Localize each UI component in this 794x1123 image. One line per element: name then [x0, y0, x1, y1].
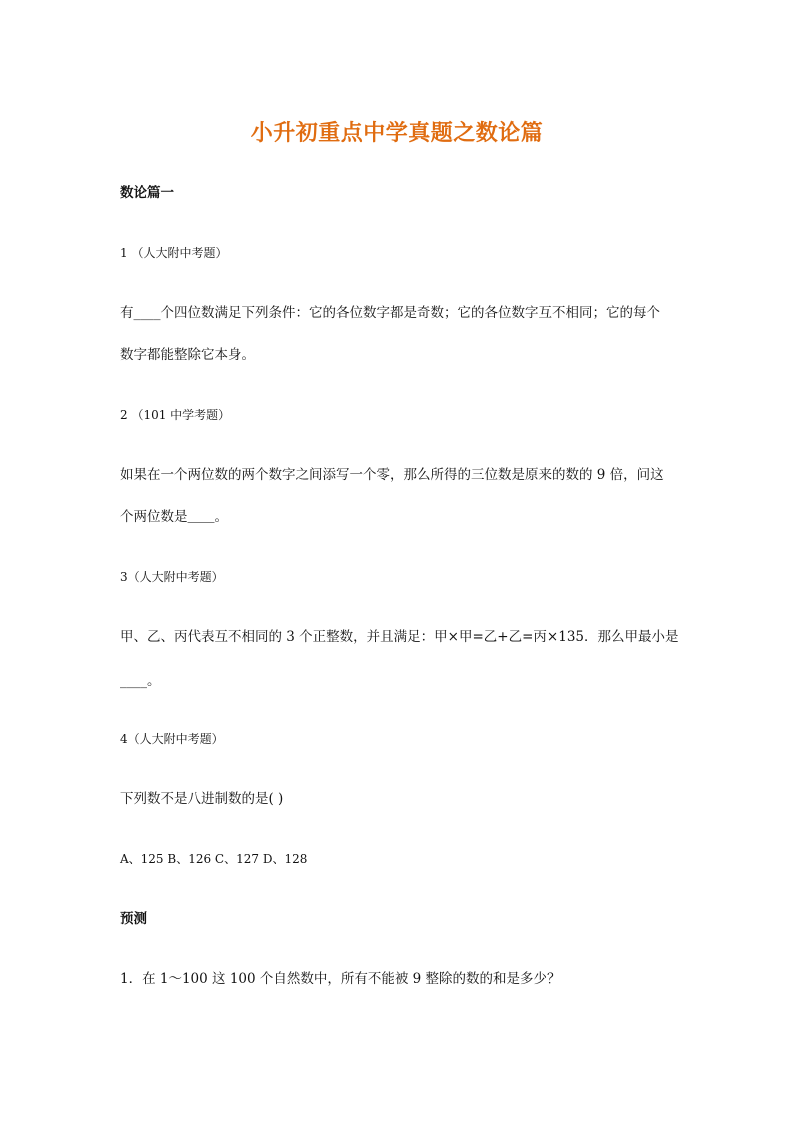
question-2-source: 2 （101 中学考题）	[120, 408, 231, 422]
section-heading: 数论篇一	[120, 185, 174, 201]
question-3-text-line-1: 甲、乙、丙代表互不相同的 3 个正整数，并且满足：甲×甲=乙+乙=丙×135．那么甲最小是	[120, 629, 679, 645]
question-1-text-line-2: 数字都能整除它本身。	[120, 347, 255, 363]
question-1-text-line-1: 有____个四位数满足下列条件：它的各位数字都是奇数；它的各位数字互不相同；它的每个	[120, 305, 660, 321]
question-2-text-line-2: 个两位数是＿＿。	[120, 509, 228, 525]
question-2-text-line-1: 如果在一个两位数的两个数字之间添写一个零，那么所得的三位数是原来的数的 9 倍，问这	[120, 467, 664, 483]
document-title: 小升初重点中学真题之数论篇	[250, 121, 544, 146]
question-4-options: A、125 B、126 C、127 D、128	[120, 852, 308, 866]
question-4-source: 4（人大附中考题）	[120, 732, 224, 746]
prediction-heading: 预测	[120, 911, 147, 927]
question-1-source: 1 （人大附中考题）	[120, 246, 228, 260]
question-4-text: 下列数不是八进制数的是( )	[120, 791, 284, 807]
question-3-text-line-2: ____。	[120, 673, 161, 689]
question-3-source: 3（人大附中考题）	[120, 570, 224, 584]
prediction-question-1: 1．在 1～100 这 100 个自然数中，所有不能被 9 整除的数的和是多少？	[120, 971, 561, 987]
